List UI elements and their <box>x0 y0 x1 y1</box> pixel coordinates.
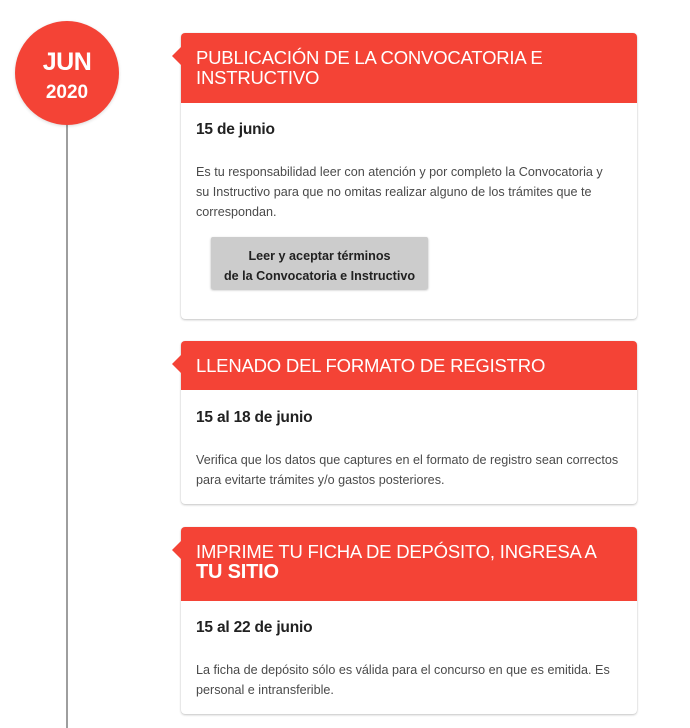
event-date: 15 de junio <box>196 121 275 138</box>
accept-terms-button[interactable] <box>211 237 428 289</box>
event-date: 15 al 18 de junio <box>196 409 313 426</box>
event-description: La ficha de depósito sólo es válida para el concurso en que es emitida. Es personal e intransferible. <box>196 663 610 697</box>
accept-terms-button-line1: Leer y aceptar términos <box>248 248 391 263</box>
event-card-ficha <box>181 527 637 714</box>
event-description: Verifica que los datos que captures en el formato de registro sean correctos para evitarte trámites y/o gastos posteriores. <box>196 453 619 487</box>
event-card-header <box>181 527 637 601</box>
event-description: Es tu responsabilidad leer con atención y por completo la Convocatoria y su Instructivo para que no omitas realizar alguno de los trámites que te correspondan. <box>196 165 603 219</box>
event-title-strong: TU SITIO <box>196 561 279 583</box>
accept-terms-button-line2: de la Convocatoria e Instructivo <box>223 268 416 283</box>
event-title <box>196 542 625 582</box>
event-title-text: IMPRIME TU FICHA DE DEPÓSITO, INGRESA A <box>196 541 597 562</box>
event-card-header <box>181 33 637 103</box>
event-card-header <box>181 341 637 390</box>
date-year: 2020 <box>45 82 89 103</box>
event-card-publicacion <box>181 33 637 319</box>
event-date: 15 al 22 de junio <box>196 619 313 636</box>
timeline-date-badge <box>15 21 119 125</box>
event-title: LLENADO DEL FORMATO DE REGISTRO <box>196 355 546 376</box>
date-month: JUN <box>42 48 92 76</box>
timeline-line <box>66 100 68 728</box>
event-title: PUBLICACIÓN DE LA CONVOCATORIA E INSTRUCTIVO <box>196 47 543 88</box>
event-card-registro <box>181 341 637 504</box>
